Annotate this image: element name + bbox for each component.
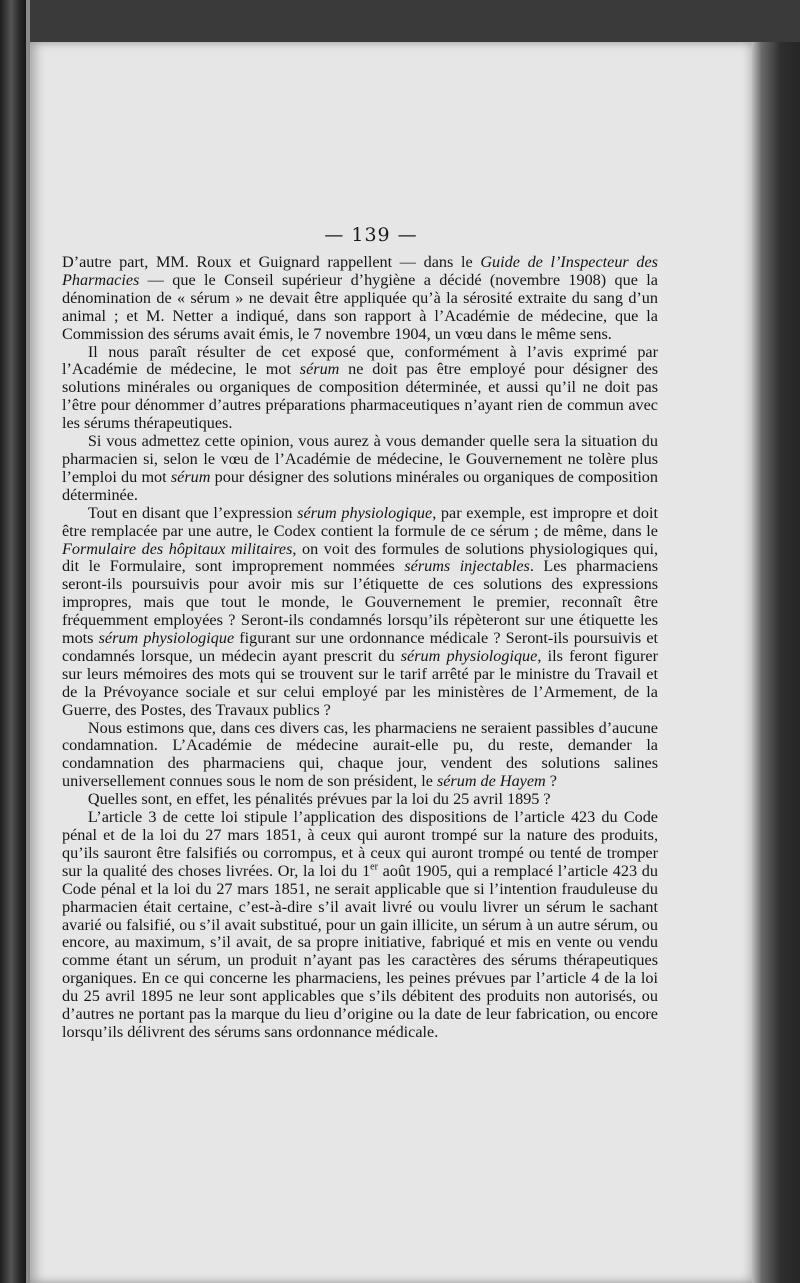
book-right-edge — [752, 42, 800, 1283]
italic-text: sérum — [299, 360, 340, 379]
italic-text: sérums injectables — [404, 557, 530, 576]
text-run: L’article 3 de cette loi stipule l’application des dispositions de l’article 423 du Code pénal et de la loi du 27 mars 1851, à ceux qui auront trompé sur la nature des produits, qu’ils sauront être falsifiés ou corrompus, et à ceux qui auront trompé ou tenté de tromper sur la qualité des choses livrées. Or, la loi du 1 — [62, 808, 658, 880]
italic-text: sérum — [170, 467, 211, 486]
book-page — [30, 42, 752, 1283]
text-run: . Les pharmaciens seront-ils poursuivis pour avoir mis sur l’étiquette de ces solutions des expressions impropres, mais que tout le monde, le Gouvernement le premier, reconnaît être fréquemment employées ? Seront-ils condamnés lorsqu’ils répèteront sur une étiquette les mots — [62, 557, 659, 648]
page-number: — 139 — — [324, 224, 418, 246]
paragraph — [62, 433, 658, 505]
text-run: — que le Conseil supérieur d’hygiène a décidé (novembre 1908) que la dénomination de « sérum » ne devait être appliquée qu’à la sérosité extraite du sang d’un animal ; et M. Netter a indiqué, dans son rapport à l’Académie de médecine, que la Commission des sérums avait émis, le 7 novembre 1904, un vœu dans le même sens. — [62, 270, 658, 343]
paragraph — [62, 505, 658, 720]
text-run: , on voit des formules de solutions physiologiques qui, dit le Formulaire, sont improprement nommées — [62, 539, 658, 576]
italic-text: sérum de Hayem — [436, 772, 546, 791]
text-run: Quelles sont, en effet, les pénalités prévues par la loi du 25 avril 1895 ? — [87, 790, 551, 809]
text-run: ne doit pas être employé pour désigner des solutions minérales ou organiques de composition déterminée, et aussi qu’il ne doit pas l’être pour dénommer d’autres préparations pharmaceutiques n’ayant rien de commun avec les sérums thérapeutiques. — [62, 360, 658, 433]
body-text — [62, 254, 658, 1042]
text-run: , par exemple, est impropre et doit être remplacée par une autre, le Codex contient la formule de ce sérum ; de même, dans le — [62, 503, 658, 540]
italic-text: Guide de l’Inspecteur des Pharmacies — [62, 253, 658, 289]
text-run: , ils feront figurer sur leurs mémoires des mots qui se trouvent sur le tarif arrêté par le ministre du Travail et de la Prévoyance sociale et sur celui employé par les ministères de l’Armement, de la Guerre, des Postes, des Travaux publics ? — [62, 646, 658, 719]
text-run: pour désigner des solutions minérales ou organiques de composition déterminée. — [62, 467, 658, 504]
text-run: Il nous paraît résulter de cet exposé que, conformément à l’avis exprimé par l’Académie de médecine, le mot — [62, 342, 658, 379]
paragraph — [62, 254, 658, 344]
text-run: Nous estimons que, dans ces divers cas, les pharmaciens ne seraient passibles d’aucune condamnation. L’Académie de médecine aurait-elle pu, du reste, demander la condamnation des pharmaciens qui, chaque jour, vendent des solutions salines universellement connues sous le nom de son président, le — [62, 718, 658, 791]
superscript-text: er — [370, 861, 378, 873]
italic-text: sérum physiologique — [297, 503, 433, 522]
paragraph — [62, 720, 658, 792]
italic-text: Formulaire des hôpitaux militaires — [62, 539, 293, 558]
paragraph — [62, 791, 658, 809]
text-run: Si vous admettez cette opinion, vous aurez à vous demander quelle sera la situation du pharmacien si, selon le vœu de l’Académie de médecine, le Gouvernement ne tolère plus l’emploi du mot — [62, 432, 658, 486]
italic-text: sérum physiologique — [98, 629, 235, 648]
text-run: Tout en disant que l’expression — [87, 503, 298, 522]
text-run: D’autre part, MM. Roux et Guignard rappellent — dans le — [62, 253, 481, 271]
italic-text: sérum physiologique — [400, 646, 538, 665]
book-spine — [0, 0, 28, 1283]
text-run: ? — [545, 772, 557, 791]
paragraph — [62, 809, 658, 1042]
text-run: figurant sur une ordonnance médicale ? Seront-ils poursuivis et condamnés lorsque, un médecin ayant prescrit du — [62, 629, 659, 665]
text-run: août 1905, qui a remplacé l’article 423 du Code pénal et la loi du 27 mars 1851, ne serait applicable que si l’intention frauduleuse du pharmacien était certaine, c’est-à-dire s’il avait livré ou voulu livrer un sérum le sachant avarié ou falsifié, ou s’il avait substitué, pour un gain illicite, un sérum à un autre sérum, ou encore, au maximum, s’il avait, de sa propre initiative, fabriqué et mis en vente ou vendu comme étant un sérum, un produit n’ayant pas les caractères des sérums thérapeutiques organiques. En ce qui concerne les pharmaciens, les peines prévues par l’article 4 de la loi du 25 avril 1895 ne leur sont applicables que s’ils débitent des produits non autorisés, ou d’autres ne portant pas la marque du lieu d’origine ou la date de leur fabrication, ou encore lorsqu’ils délivrent des sérums sans ordonnance médicale. — [62, 861, 658, 1041]
paragraph — [62, 344, 658, 434]
